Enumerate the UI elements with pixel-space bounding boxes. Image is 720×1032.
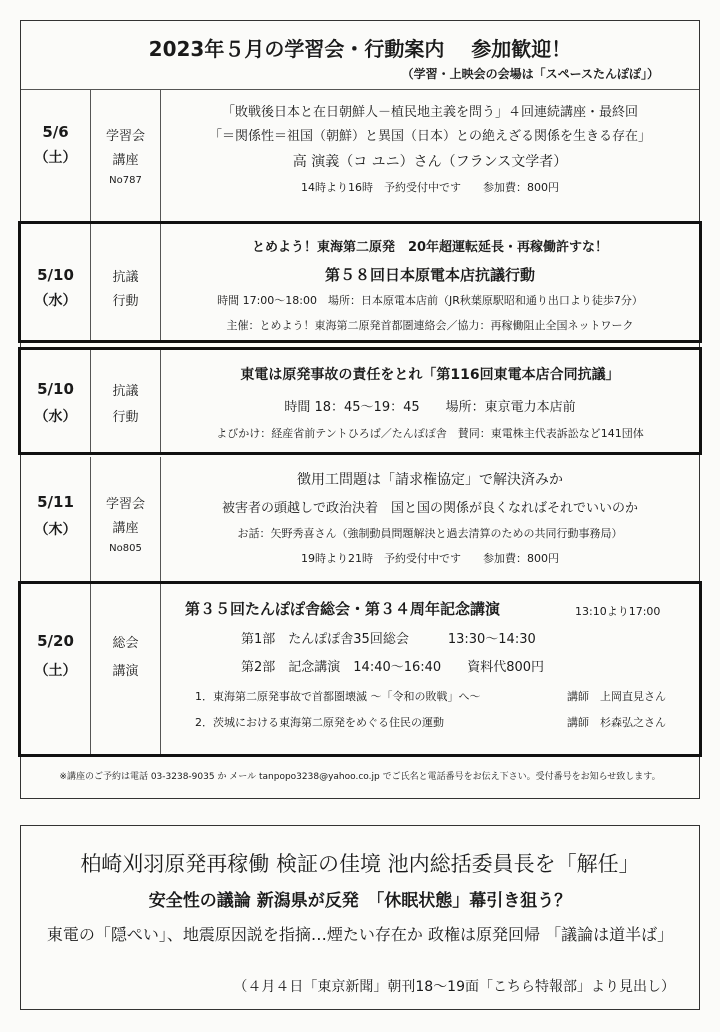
news-subheadline: 東電の「隠ぺい」、地震原因説を指摘…煙たい存在か 政権は原発回帰 「議論は道半ば」: [46, 925, 674, 944]
event-date: 5/11: [37, 493, 74, 511]
event-category-cell: [91, 89, 161, 229]
event-category-cell: [91, 350, 161, 452]
event-line: 主催：とめよう！東海第二原発首都圏連絡会／協力：再稼働阻止全国ネットワーク: [226, 319, 634, 332]
schedule-table: [20, 20, 700, 799]
event-category-cell: [91, 224, 161, 340]
event-weekday: （土）: [34, 663, 77, 679]
event-heading: 第５８回日本原電本店抗議行動: [324, 266, 535, 284]
event-row: [18, 581, 702, 757]
event-line: 14時より16時 予約受付中です 参加費：800円: [301, 181, 559, 194]
event-line: とめよう！東海第二原発 20年超運転延長・再稼働許すな！: [251, 240, 609, 255]
event-time: 13:10より17:00: [575, 605, 661, 618]
event-category: 総会: [112, 636, 139, 651]
event-category: 講演: [112, 664, 139, 679]
news-box: [20, 825, 700, 1010]
event-weekday: （木）: [34, 522, 77, 538]
event-line: 1．東海第二原発事故で首都圏壊滅 ～「令和の敗戦」へ～: [195, 690, 481, 703]
event-category: 学習会: [105, 497, 145, 512]
news-headline: 柏崎刈羽原発再稼働 検証の佳境 池内総括委員長を「解任」: [80, 852, 640, 876]
event-category: 抗議: [112, 384, 139, 399]
event-date-cell: [21, 350, 91, 452]
event-line: 時間 18：45～19：45 場所：東京電力本店前: [284, 400, 576, 415]
event-line: 第1部 たんぽぽ舎35回総会 13:30～14:30: [241, 632, 536, 647]
schedule-header: [21, 21, 699, 89]
event-category: 講座: [112, 521, 139, 536]
event-details: [161, 457, 699, 581]
event-date: 5/10: [37, 380, 74, 398]
page-subtitle: （学習・上映会の会場は「スペースたんぽぽ」）: [401, 67, 659, 81]
event-line: 被害者の頭越しで政治決着 国と国の関係が良くなればそれでいいのか: [221, 501, 638, 516]
event-date-cell: [21, 584, 91, 754]
event-category: 抗議: [112, 270, 139, 285]
event-line: 第2部 記念講演 14:40～16:40 資料代800円: [241, 660, 545, 675]
event-line: 時間 17:00～18:00 場所：日本原電本店前（JR秋葉原駅昭和通り出口より徒歩7分）: [217, 294, 643, 307]
event-category: 行動: [112, 410, 139, 425]
event-weekday: （水）: [34, 409, 77, 425]
page-title: 2023年５月の学習会・行動案内 参加歓迎！: [148, 37, 572, 61]
event-heading: 東電は原発事故の責任をとれ「第116回東電本店合同抗議」: [240, 367, 620, 383]
event-details: [161, 89, 699, 229]
event-date: 5/20: [37, 632, 74, 650]
event-category: 行動: [112, 294, 139, 309]
event-row: [21, 89, 699, 229]
event-weekday: （水）: [34, 293, 77, 309]
event-line: お話：矢野秀喜さん（強制動員問題解決と過去清算のための共同行動事務局）: [237, 527, 623, 540]
event-date-cell: [21, 457, 91, 581]
news-source: （４月４日「東京新聞」朝刊18～19面「こちら特報部」より見出し）: [233, 979, 675, 995]
news-subheadline: 安全性の議論 新潟県が反発 「休眠状態」幕引き狙う？: [148, 891, 572, 911]
event-number: No787: [109, 175, 142, 186]
event-details: [161, 224, 699, 340]
event-line: よびかけ：経産省前テントひろば／たんぽぽ舎 賛同：東電株主代表訴訟など141団体: [216, 427, 644, 440]
event-category: 講座: [112, 153, 139, 168]
reservation-note: ※講座のご予約は電話 03-3238-9035 か メール tanpopo3238@yahoo.co.jp でご氏名と電話番号をお伝え下さい。受付番号をお知らせ致します。: [59, 772, 661, 782]
event-date: 5/6: [42, 123, 69, 141]
event-weekday: （土）: [34, 150, 77, 166]
event-line: 徴用工問題は「請求権協定」で解決済みか: [297, 472, 563, 488]
event-details: [161, 584, 699, 754]
event-details: [161, 350, 699, 452]
event-row: [18, 221, 702, 343]
event-row: [18, 347, 702, 455]
event-date-cell: [21, 89, 91, 229]
event-lecturer: 講師 杉森弘之さん: [567, 716, 666, 729]
event-date-cell: [21, 224, 91, 340]
event-number: No805: [109, 543, 142, 554]
event-heading: 第３５回たんぽぽ舎総会・第３４周年記念講演: [185, 600, 501, 618]
event-line: 高 演義（コ ユニ）さん（フランス文学者）: [292, 154, 568, 170]
event-line: 「＝関係性＝祖国（朝鮮）と異国（日本）との絶えざる関係を生きる存在」: [208, 129, 651, 144]
event-category: 学習会: [105, 129, 145, 144]
event-category-cell: [91, 584, 161, 754]
event-category-cell: [91, 457, 161, 581]
event-line: 19時より21時 予約受付中です 参加費：800円: [301, 552, 559, 565]
event-lecturer: 講師 上岡直見さん: [567, 690, 666, 703]
event-line: 2．茨城における東海第二原発をめぐる住民の運動: [195, 716, 444, 729]
event-date: 5/10: [37, 266, 74, 284]
event-line: 「敗戦後日本と在日朝鮮人－植民地主義を問う」４回連続講座・最終回: [221, 105, 638, 120]
event-row: [21, 457, 699, 581]
